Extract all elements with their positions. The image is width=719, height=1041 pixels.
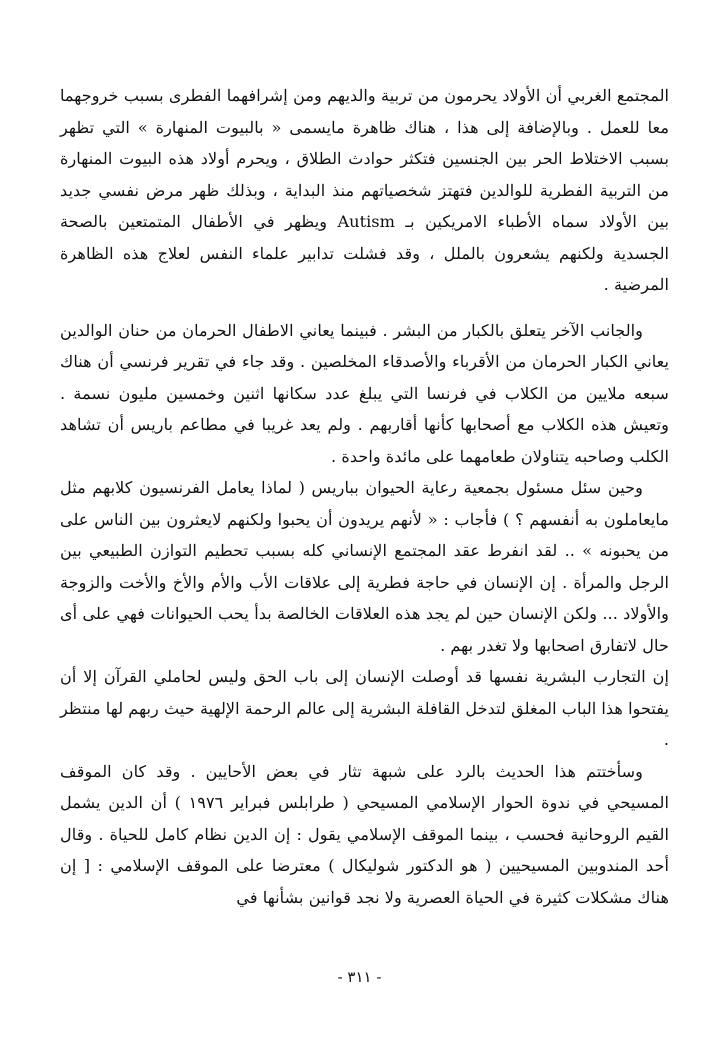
paragraph-1: المجتمع الغربي أن الأولاد يحرمون من تربية والديهم ومن إشرافهما الفطرى بسبب خروجهما معا للعمل . وبالإضافة إلى هذا ، هناك ظاهرة مايسمى « بالبيوت المنهارة » التي تظهر بسبب الاختلاط الحر بين الجنسين فتكثر حوادث الطلاق ، ويحرم أولاد هذه البيوت المنهارة من التربية الفطرية للوالدين فتهتز شخصياتهم منذ البداية ، وبذلك ظهر مرض نفسي جديد بين الأولاد سماه الأطباء الامريكين بـ Autism ويظهر في الأطفال المتمتعين بالصحة الجسدية ولكنهم يشعرون بالملل ، وقد فشلت تدابير علماء النفس لعلاج هذه الظاهرة المرضية . — [60, 86, 669, 294]
body-text — [60, 80, 669, 913]
paragraph-2: والجانب الآخر يتعلق بالكبار من البشر . فبينما يعاني الاطفال الحرمان من حنان الوالدين يعاني الكبار الحرمان من الأقرباء والأصدقاء المخلصين . وقد جاء في تقرير فرنسي أن هناك سبعه ملايين من الكلاب في فرنسا التي يبلغ عدد سكانها اثنين وخمسين مليون نسمة . وتعيش هذه الكلاب مع أصحابها كأنها أقاربهم . ولم يعد غريبا في مطاعم باريس أن تشاهد الكلب وصاحبه يتناولان طعامهما على مائدة واحدة . — [60, 320, 669, 466]
paragraph-spacer — [60, 301, 669, 315]
paragraph-5: وسأختتم هذا الحديث بالرد على شبهة تثار في بعض الأحايين . وقد كان الموقف المسيحي في ندوة الحوار الإسلامي المسيحي ( طرابلس فبراير ١٩٧٦ ) أن الدين يشمل القيم الروحانية فحسب ، بينما الموقف الإسلامي يقول : إن الدين نظام كامل للحياة . وقال أحد المندوبين المسيحيين ( هو الدكتور شوليكال ) معترضا على الموقف الإسلامي : [ إن هناك مشكلات كثيرة في الحياة العصرية ولا نجد قوانين بشأنها في — [60, 761, 669, 907]
page-number: - ٣١١ - — [337, 968, 382, 986]
paragraph-3: وحين سئل مسئول بجمعية رعاية الحيوان بباريس ( لماذا يعامل الفرنسيون كلابهم مثل مايعاملون به أنفسهم ؟ ) فأجاب : « لأنهم يريدون أن يحبوا ولكنهم لايعثرون بين الناس على من يحبونه » .. لقد انفرط عقد المجتمع الإنساني كله بسبب تحطيم التوازن الطبيعي بين الرجل والمرأة . إن الإنسان في حاجة فطرية إلى علاقات الأب والأم والأخ والأخت والزوجة والأولاد ... ولكن الإنسان حين لم يجد هذه العلاقات الخالصة بدأ يحب الحيوانات فهي على أى حال لاتفارق اصحابها ولا تغدر بهم . — [60, 478, 669, 655]
paragraph-4: إن التجارب البشرية نفسها قد أوصلت الإنسان إلى باب الحق وليس لحاملي القرآن إلا أن يفتحوا هذا الباب المغلق لتدخل القافلة البشرية إلى عالم الرحمة الإلهية حيث ربهم لها منتظر . — [60, 667, 669, 749]
